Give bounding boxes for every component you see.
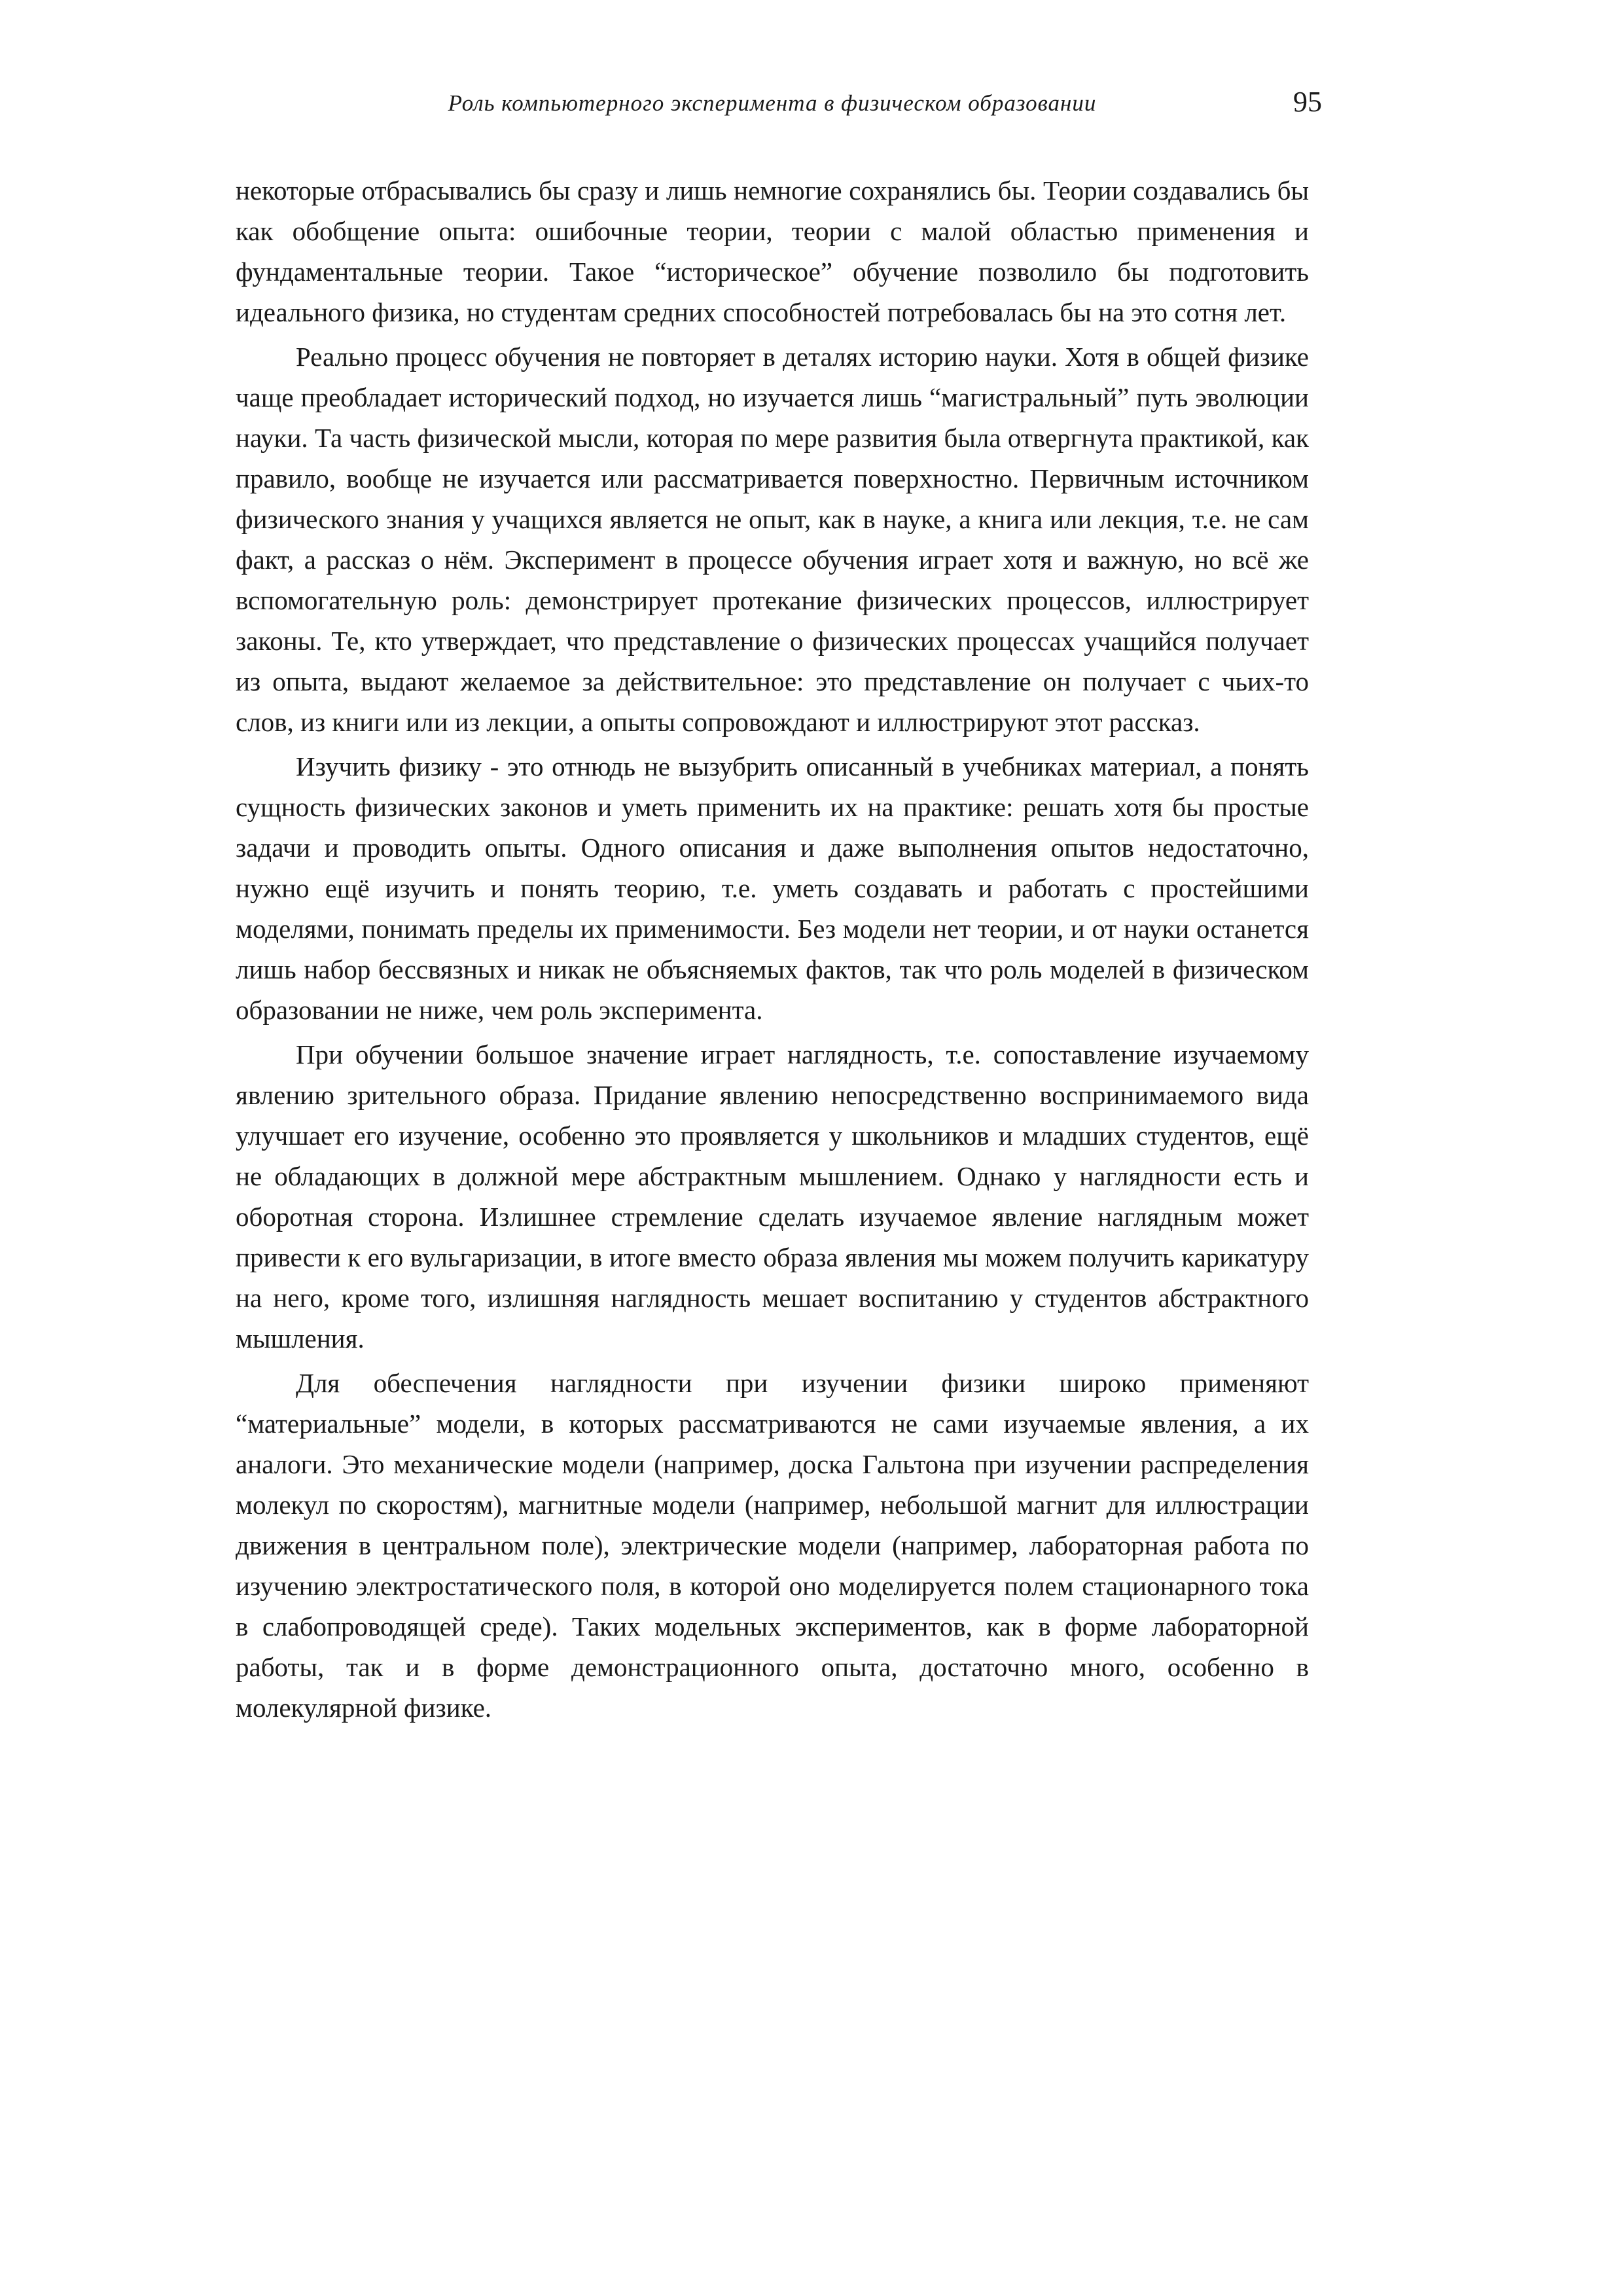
paragraph: При обучении большое значение играет наглядность, т.е. сопоставление изучаемому явлению зрительного образа. Придание явлению непосредственно воспринимаемого вида улучшает его изучение, особенно это проявляется у школьников и младших студентов, ещё не обладающих в должной мере абстрактным мышлением. Однако у наглядности есть и оборотная сторона. Излишнее стремление сделать изучаемое явление наглядным может привести к его вульгаризации, в итоге вместо образа явления мы можем получить карикатуру на него, кроме того, излишняя наглядность мешает воспитанию у студентов абстрактного мышления. (236, 1039, 1309, 1354)
body-text (236, 170, 1309, 1728)
page-number: 95 (1293, 86, 1322, 118)
paragraph: Реально процесс обучения не повторяет в деталях историю науки. Хотя в общей физике чаще преобладает исторический подход, но изучается лишь “магистральный” путь эволюции науки. Та часть физической мысли, которая по мере развития была отвергнута практикой, как правило, вообще не изучается или рассматривается поверхностно. Первичным источником физического знания у учащихся является не опыт, как в науке, а книга или лекция, т.е. не сам факт, а рассказ о нём. Эксперимент в процессе обучения играет хотя и важную, но всё же вспомогательную роль: демонстрирует протекание физических процессов, иллюстрирует законы. Те, кто утверждает, что представление о физических процессах учащийся получает из опыта, выдают желаемое за действительное: это представление он получает с чьих-то слов, из книги или из лекции, а опыты сопровождают и иллюстрируют этот рассказ. (236, 342, 1309, 737)
paragraph: Для обеспечения наглядности при изучении физики широко применяют “материальные” модели, в которых рассматриваются не сами изучаемые явления, а их аналоги. Это механические модели (например, доска Гальтона при изучении распределения молекул по скоростям), магнитные модели (например, небольшой магнит для иллюстрации движения в центральном поле), электрические модели (например, лабораторная работа по изучению электростатического поля, в которой оно моделируется полем стационарного тока в слабопроводящей среде). Таких модельных экспериментов, как в форме лабораторной работы, так и в форме демонстрационного опыта, достаточно много, особенно в молекулярной физике. (236, 1368, 1309, 1723)
paragraph-continuation: некоторые отбрасывались бы сразу и лишь немногие сохранялись бы. Теории создавались бы как обобщение опыта: ошибочные теории, теории с малой областью применения и фундаментальные теории. Такое “историческое” обучение позволило бы подготовить идеального физика, но студентам средних способностей потребовалась бы на это сотня лет. (236, 175, 1309, 327)
paragraph: Изучить физику - это отнюдь не вызубрить описанный в учебниках материал, а понять сущность физических законов и уметь применить их на практике: решать хотя бы простые задачи и проводить опыты. Одного описания и даже выполнения опытов недостаточно, нужно ещё изучить и понять теорию, т.е. уметь создавать и работать с простейшими моделями, понимать пределы их применимости. Без модели нет теории, и от науки останется лишь набор бессвязных и никак не объясняемых фактов, так что роль моделей в физическом образовании не ниже, чем роль эксперимента. (236, 751, 1309, 1025)
running-title: Роль компьютерного эксперимента в физическом образовании (448, 90, 1097, 116)
